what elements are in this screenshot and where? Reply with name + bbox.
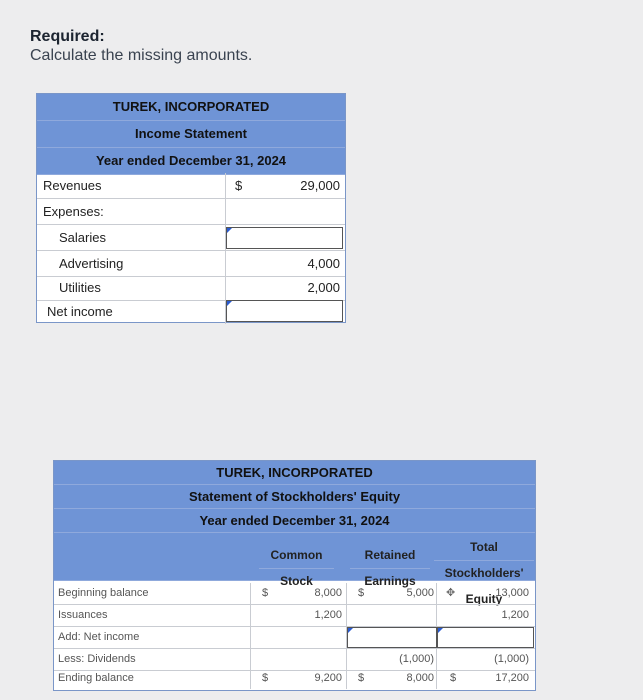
net-income-input[interactable] (226, 300, 343, 322)
company-name: TUREK, INCORPORATED (37, 94, 345, 121)
currency-symbol: $ (358, 672, 365, 684)
ending-balance-row (54, 668, 535, 689)
retained-earnings-header: Retained Earnings (350, 542, 430, 569)
row-label: Utilities (59, 280, 101, 295)
equity-statement-table (53, 460, 536, 691)
row-label: Add: Net income (58, 631, 140, 643)
total-equity-net-income-input[interactable] (437, 627, 534, 648)
common-stock-header: Common Stock (259, 542, 334, 569)
company-name: TUREK, INCORPORATED (54, 461, 535, 485)
total-equity-header: Total Stockholders' Equity (434, 534, 534, 561)
income-statement-header (37, 94, 345, 175)
expenses-row (37, 199, 345, 225)
currency-symbol: $ (235, 178, 243, 193)
required-instructions: Calculate the missing amounts. (30, 47, 253, 64)
issuances-row (54, 605, 535, 627)
retained-earnings-net-income-input[interactable] (347, 627, 437, 648)
required-heading: Required: (30, 28, 105, 45)
common-stock-value: 1,200 (314, 609, 342, 621)
statement-title: Statement of Stockholders' Equity (54, 485, 535, 509)
statement-period: Year ended December 31, 2024 (54, 509, 535, 533)
net-income-row (37, 299, 345, 324)
row-label: Issuances (58, 609, 108, 621)
row-label: Beginning balance (58, 587, 149, 599)
salaries-row (37, 225, 345, 251)
beginning-balance-row (54, 583, 535, 605)
statement-period: Year ended December 31, 2024 (37, 148, 345, 175)
row-label: Ending balance (58, 672, 134, 684)
move-handle-icon[interactable]: ✥ (446, 587, 456, 599)
row-label: Net income (47, 304, 113, 319)
currency-symbol: $ (358, 587, 365, 599)
revenues-row (37, 173, 345, 199)
total-equity-value: 1,200 (501, 609, 529, 621)
currency-symbol: $ (262, 672, 269, 684)
add-net-income-row (54, 627, 535, 649)
total-equity-value: (1,000) (494, 653, 529, 665)
common-stock-value: 8,000 (314, 587, 342, 599)
salaries-input[interactable] (226, 227, 343, 249)
advertising-value: 4,000 (307, 256, 340, 271)
total-equity-value: 13,000 (495, 587, 529, 599)
row-label: Less: Dividends (58, 653, 136, 665)
advertising-row (37, 251, 345, 277)
income-statement-table (36, 93, 346, 323)
revenues-value: 29,000 (300, 178, 340, 193)
row-label: Salaries (59, 230, 106, 245)
row-label: Advertising (59, 256, 124, 271)
common-stock-value: 9,200 (314, 672, 342, 684)
retained-earnings-value: 8,000 (406, 672, 434, 684)
row-label: Revenues (43, 178, 102, 193)
retained-earnings-value: (1,000) (399, 653, 434, 665)
retained-earnings-value: 5,000 (406, 587, 434, 599)
total-equity-value: 17,200 (495, 672, 529, 684)
currency-symbol: $ (450, 672, 457, 684)
utilities-value: 2,000 (307, 280, 340, 295)
row-label: Expenses: (43, 204, 104, 219)
utilities-row (37, 275, 345, 301)
statement-title: Income Statement (37, 121, 345, 148)
currency-symbol: $ (262, 587, 269, 599)
